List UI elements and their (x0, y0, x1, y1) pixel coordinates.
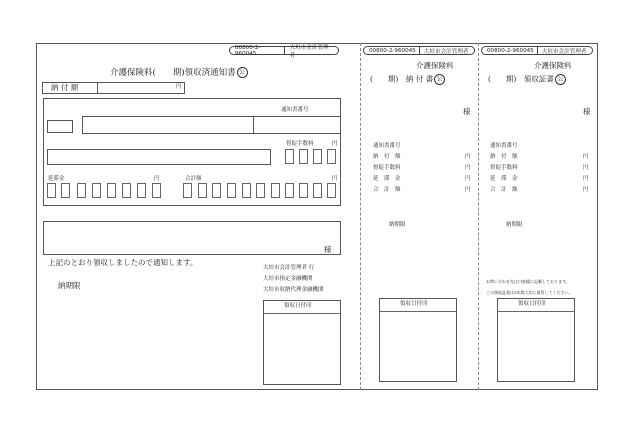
receipt-stamp-divider (497, 311, 575, 312)
account-box (481, 46, 593, 55)
payment-title-1: 介護保険料 (416, 61, 454, 70)
payment-title-2: ( 期) 納 付 書 公 (370, 74, 445, 85)
account-box (229, 44, 339, 59)
fee-digit-cell (313, 149, 322, 164)
late-digit-cell (92, 183, 101, 198)
account-number: 00800-2-960045 (364, 47, 420, 54)
late-fee-label: 延滞金 (48, 176, 65, 182)
payment-row-label: 納 付 額 (373, 154, 401, 160)
perforation-line-1 (360, 43, 361, 390)
payment-row-unit: 円 (465, 154, 471, 160)
total-digit-cell (242, 183, 251, 198)
account-number: 00800-2-960045 (482, 47, 538, 54)
amount-field (97, 82, 185, 94)
addressee-sama: 様 (324, 245, 332, 254)
payment-row-label: 督促手数料 (373, 165, 401, 171)
fee-digit-cell (327, 149, 336, 164)
total-digit-cell (227, 183, 236, 198)
total-digit-cell (271, 183, 280, 198)
receipt-row-unit: 円 (583, 187, 589, 193)
receipt-stamp-label: 領収日付印 (518, 301, 546, 307)
payment-row-unit: 円 (465, 187, 471, 193)
payment-row-label: 通知書番号 (373, 143, 401, 149)
total-digit-cell (183, 183, 192, 198)
fee-label: 督促手数料 (286, 141, 314, 147)
receipt-row-unit: 円 (583, 154, 589, 160)
payment-row-unit: 円 (465, 176, 471, 182)
receipt-row-label: 合 計 額 (490, 187, 518, 193)
name-field (47, 149, 271, 165)
account-org: 大垣市会計管理者 (289, 44, 329, 59)
fee-yen: 円 (332, 141, 338, 147)
amount-yen: 円 (176, 84, 182, 90)
total-digit-cell (313, 183, 322, 198)
late-digit-cell (77, 183, 86, 198)
payment-sama: 様 (463, 107, 471, 116)
receipt-row-unit: 円 (583, 176, 589, 182)
notice-deadline-label: 納期限 (58, 281, 81, 290)
total-yen: 円 (332, 176, 338, 182)
official-seal-icon: 公 (555, 74, 566, 85)
total-digit-cell (212, 183, 221, 198)
late-digit-cell (137, 183, 146, 198)
account-box (363, 46, 475, 55)
total-digit-cell (299, 183, 308, 198)
payment-stamp-label: 領収日付印 (400, 301, 428, 307)
notice-stamp-divider (263, 313, 341, 314)
notice-title: 介護保険料( 期)領収済通知書 公 (110, 67, 248, 78)
receipt-row-label: 延 滞 金 (490, 176, 518, 182)
address-field (82, 116, 254, 134)
amount-label: 納 付 額 (51, 83, 79, 92)
receipt-row-label: 通知書番号 (490, 143, 518, 149)
payment-row-label: 合 計 額 (373, 187, 401, 193)
late-digit-cell (122, 183, 131, 198)
account-number: 00800-2-960045 (230, 47, 285, 54)
payment-deadline-label: 納期限 (389, 222, 406, 228)
total-digit-cell (198, 183, 207, 198)
account-org: 大垣市会計管理者 (541, 48, 587, 55)
total-label: 合計額 (185, 176, 202, 182)
receipt-row-label: 納 付 額 (490, 154, 518, 160)
late-fee-yen: 円 (154, 176, 160, 182)
receipt-row-unit: 円 (583, 165, 589, 171)
dest-line-2: 大垣市指定金融機関 (263, 276, 313, 282)
notice-number-field (253, 116, 341, 134)
late-digit-cell (47, 183, 56, 198)
fee-digit-cell (285, 149, 294, 164)
dest-line-3: 大垣市収納代理金融機関 (263, 287, 324, 293)
payment-stamp-divider (379, 311, 457, 312)
receipt-title-1: 介護保険料 (534, 61, 572, 70)
receipt-note-1: お問い合わせ先は口座帳に記載しております。 (486, 279, 570, 284)
late-digit-cell (61, 183, 70, 198)
notice-number-label: 通知書番号 (281, 107, 309, 113)
perforation-line-2 (478, 43, 479, 390)
notice-stamp-label: 領収日付印 (284, 303, 312, 309)
receipt-sama: 様 (583, 107, 591, 116)
official-seal-icon: 公 (434, 74, 445, 85)
notice-message: 上記のとおり領収しましたので通知します。 (48, 258, 198, 267)
total-digit-cell (327, 183, 336, 198)
receipt-row-label: 督促手数料 (490, 165, 518, 171)
account-org: 大垣市会計管理者 (423, 48, 469, 55)
dest-line-1: 大垣市会計管理者 行 (263, 265, 315, 271)
small-field (47, 120, 73, 133)
addressee-box (43, 221, 341, 255)
payment-row-label: 延 滞 金 (373, 176, 401, 182)
total-digit-cell (256, 183, 265, 198)
fee-digit-cell (299, 149, 308, 164)
payment-row-unit: 円 (465, 165, 471, 171)
late-digit-cell (152, 183, 161, 198)
total-digit-cell (285, 183, 294, 198)
official-seal-icon: 公 (237, 67, 248, 78)
receipt-title-2: ( 期) 領収証書 公 (488, 74, 566, 85)
receipt-deadline-label: 納期限 (506, 222, 523, 228)
receipt-note-2: この領収証書は5年間大切に保管してください。 (486, 290, 573, 295)
late-digit-cell (107, 183, 116, 198)
